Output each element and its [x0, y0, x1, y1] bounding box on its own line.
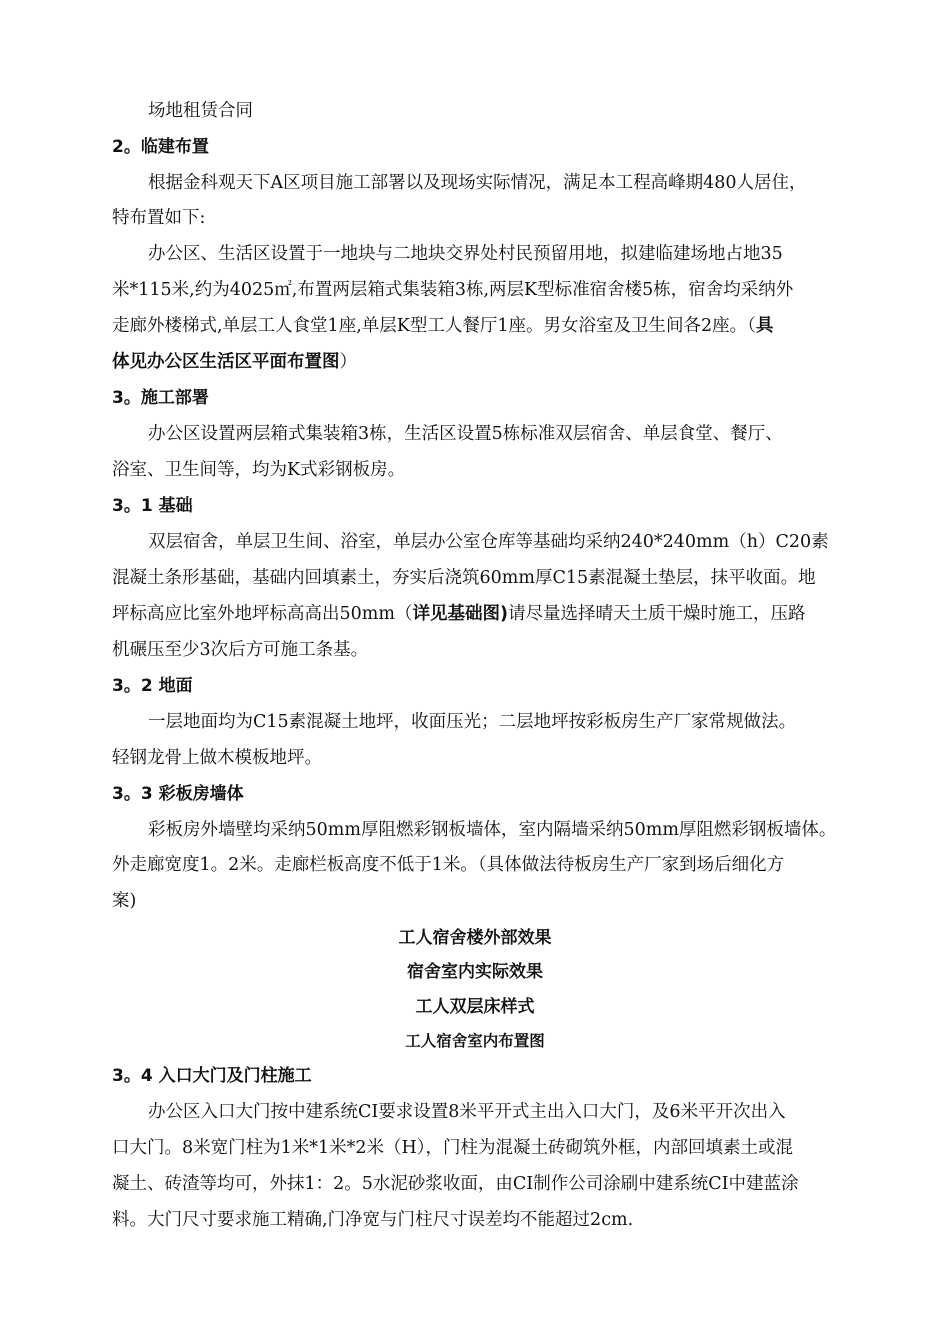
paragraph-line: 口大门。8米宽门柱为1米*1米*2米（H），门柱为混凝土砖砌筑外框，内部回填素土或混 — [112, 1138, 794, 1158]
text-line: 场地租赁合同 — [148, 101, 253, 121]
paragraph-line: 外走廊宽度1。2米。走廊栏板高度不低于1米。（具体做法待板房生产厂家到场后细化方 — [112, 855, 785, 875]
paragraph-line: 特布置如下: — [112, 208, 206, 228]
figure-caption: 工人宿舍室内布置图 — [405, 1032, 545, 1050]
section-heading-3-1: 3。1 基础 — [112, 496, 193, 516]
paragraph-line: 办公区设置两层箱式集装箱3栋，生活区设置5栋标准双层宿舍、单层食堂、餐厅、 — [148, 424, 783, 444]
section-heading-3-4: 3。4 入口大门及门柱施工 — [112, 1066, 312, 1086]
paragraph-line — [112, 350, 357, 374]
paragraph-line: 混凝土条形基础，基础内回填素土，夯实后浇筑60mm厚C15素混凝土垫层，抹平收面。地 — [112, 568, 816, 588]
paragraph-line: 米*115米,约为4025㎡,布置两层箱式集装箱3栋,两层K型标准宿舍楼5栋，宿舍均采纳外 — [112, 280, 794, 300]
bold-text-run: 详见基础图) — [412, 604, 508, 624]
figure-caption: 宿舍室内实际效果 — [407, 962, 543, 982]
section-heading-3: 3。施工部署 — [112, 388, 209, 408]
paragraph-line: 浴室、卫生间等，均为K式彩钢板房。 — [112, 460, 406, 480]
bold-text-run: 具 — [755, 316, 774, 336]
text-run: ） — [339, 352, 357, 372]
paragraph-line: 办公区入口大门按中建系统CI要求设置8米平开式主出入口大门，及6米平开次出入 — [148, 1102, 786, 1122]
paragraph-line: 一层地面均为C15素混凝土地坪，收面压光；二层地坪按彩板房生产厂家常规做法。 — [148, 712, 797, 732]
paragraph-line: 案) — [112, 891, 137, 911]
section-heading-3-2: 3。2 地面 — [112, 676, 193, 696]
paragraph-line: 办公区、生活区设置于一地块与二地块交界处村民预留用地，拟建临建场地占地35 — [148, 244, 783, 264]
paragraph-line: 双层宿舍，单层卫生间、浴室，单层办公室仓库等基础均采纳240*240mm（h）C20素 — [148, 532, 829, 552]
paragraph-line: 机碾压至少3次后方可施工条基。 — [112, 640, 369, 660]
paragraph-line — [112, 314, 773, 338]
paragraph-line: 料。大门尺寸要求施工精确,门净宽与门柱尺寸误差均不能超过2cm. — [112, 1210, 634, 1230]
section-heading-2: 2。临建布置 — [112, 137, 209, 157]
bold-text-run: 体见办公区生活区平面布置图 — [112, 352, 340, 372]
figure-caption: 工人双层床样式 — [415, 997, 535, 1017]
text-run: 请尽量选择晴天土质干燥时施工，压路 — [507, 604, 806, 624]
section-heading-3-3: 3。3 彩板房墙体 — [112, 784, 244, 804]
figure-caption: 工人宿舍楼外部效果 — [398, 928, 552, 948]
paragraph-line: 根据金科观天下A区项目施工部署以及现场实际情况，满足本工程高峰期480人居住， — [148, 173, 807, 193]
paragraph-line — [112, 602, 805, 626]
text-run: 走廊外楼梯式,单层工人食堂1座,单层K型工人餐厅1座。男女浴室及卫生间各2座。（ — [112, 316, 756, 336]
paragraph-line: 轻钢龙骨上做木模板地坪。 — [112, 748, 322, 768]
paragraph-line: 凝土、砖渣等均可，外抹1：2。5水泥砂浆收面，由CI制作公司涂刷中建系统CI中建蓝涂 — [112, 1174, 799, 1194]
text-run: 坪标高应比室外地坪标高高出50mm（ — [112, 604, 413, 624]
paragraph-line: 彩板房外墙壁均采纳50mm厚阻燃彩钢板墙体，室内隔墙采纳50mm厚阻燃彩钢板墙体。 — [148, 820, 837, 840]
